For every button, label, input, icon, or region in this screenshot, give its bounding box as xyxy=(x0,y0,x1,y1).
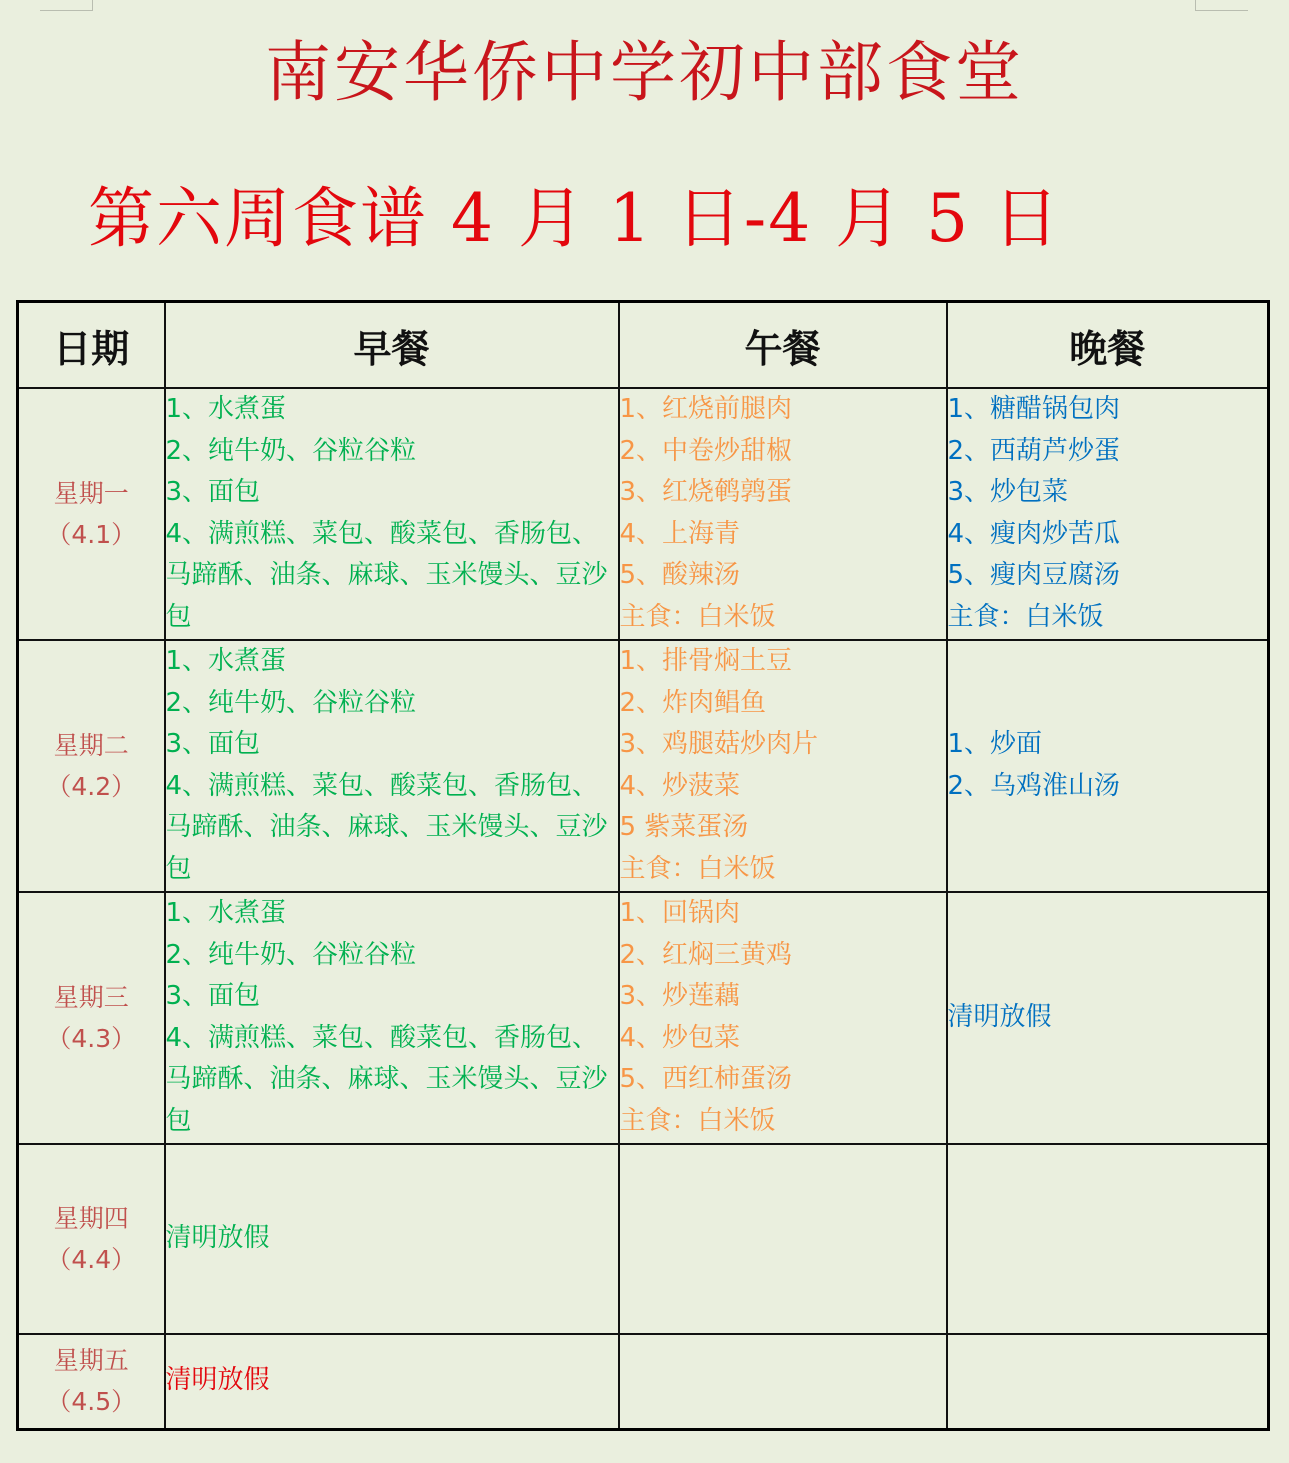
dinner-staple: 主食：白米饭 xyxy=(947,601,1104,632)
dinner-item: 1、炒面 xyxy=(947,729,1043,760)
breakfast-item: 1、水煮蛋 xyxy=(165,394,287,424)
day-date: （4.4） xyxy=(46,1245,137,1274)
lunch-item: 5 紫菜蛋汤 xyxy=(619,812,749,843)
day-date: （4.1） xyxy=(46,520,137,549)
lunch-item: 4、炒包菜 xyxy=(619,1022,741,1053)
breakfast-item: 1、水煮蛋 xyxy=(165,898,287,928)
lunch-staple: 主食：白米饭 xyxy=(619,1105,776,1136)
dinner-item: 1、糖醋锅包肉 xyxy=(947,394,1121,424)
breakfast-item: 1、水煮蛋 xyxy=(165,646,287,676)
menu-table xyxy=(16,300,1270,1431)
lunch-item: 1、回锅肉 xyxy=(619,898,741,928)
holiday-note: 清明放假 xyxy=(165,1365,270,1396)
day-row-wednesday xyxy=(18,892,1269,1144)
school-canteen-title: 南安华侨中学初中部食堂 xyxy=(265,34,1024,111)
lunch-item: 2、炸肉鲳鱼 xyxy=(619,687,767,718)
dinner-item: 2、乌鸡淮山汤 xyxy=(947,771,1121,801)
lunch-item: 4、炒菠菜 xyxy=(619,770,741,801)
breakfast-item: 4、满煎糕、菜包、酸菜包、香肠包、马蹄酥、油条、麻球、玉米馒头、豆沙包 xyxy=(165,770,608,884)
page-corner-mark-right xyxy=(1195,0,1248,11)
weekly-menu-title: 第六周食谱 4 月 1 日-4 月 5 日 xyxy=(88,180,1062,257)
lunch-item: 1、红烧前腿肉 xyxy=(619,394,793,424)
day-cell xyxy=(18,892,165,1144)
breakfast-item: 2、纯牛奶、谷粒谷粒 xyxy=(165,687,417,718)
breakfast-item: 3、面包 xyxy=(165,981,261,1012)
dinner-cell xyxy=(947,640,1269,892)
lunch-item: 2、红焖三黄鸡 xyxy=(619,939,793,970)
lunch-item: 4、上海青 xyxy=(619,518,741,549)
lunch-item: 3、鸡腿菇炒肉片 xyxy=(619,729,819,760)
day-name: 星期三 xyxy=(53,983,129,1012)
day-date: （4.5） xyxy=(46,1387,137,1417)
dinner-item: 3、炒包菜 xyxy=(947,477,1069,508)
breakfast-cell xyxy=(165,1144,619,1334)
lunch-item: 1、排骨焖土豆 xyxy=(619,646,793,676)
header-lunch: 午餐 xyxy=(619,302,947,389)
lunch-cell xyxy=(619,1144,947,1334)
holiday-note: 清明放假 xyxy=(947,1002,1052,1033)
lunch-item: 3、炒莲藕 xyxy=(619,981,741,1012)
header-breakfast: 早餐 xyxy=(165,302,619,389)
lunch-cell xyxy=(619,388,947,640)
lunch-item: 5、西红柿蛋汤 xyxy=(619,1064,793,1095)
lunch-cell xyxy=(619,892,947,1144)
lunch-cell xyxy=(619,1334,947,1429)
breakfast-item: 2、纯牛奶、谷粒谷粒 xyxy=(165,939,417,970)
breakfast-item: 3、面包 xyxy=(165,477,261,508)
lunch-staple: 主食：白米饭 xyxy=(619,601,776,632)
day-name: 星期五 xyxy=(53,1346,129,1376)
lunch-cell xyxy=(619,640,947,892)
day-row-thursday xyxy=(18,1144,1269,1334)
breakfast-item: 2、纯牛奶、谷粒谷粒 xyxy=(165,435,417,466)
breakfast-item: 4、满煎糕、菜包、酸菜包、香肠包、马蹄酥、油条、麻球、玉米馒头、豆沙包 xyxy=(165,518,608,632)
breakfast-cell xyxy=(165,640,619,892)
day-cell xyxy=(18,388,165,640)
lunch-item: 3、红烧鹌鹑蛋 xyxy=(619,477,793,508)
header-row xyxy=(18,302,1269,389)
day-row-tuesday xyxy=(18,640,1269,892)
breakfast-cell xyxy=(165,892,619,1144)
dinner-cell xyxy=(947,1144,1269,1334)
breakfast-item: 3、面包 xyxy=(165,729,261,760)
day-row-monday xyxy=(18,388,1269,640)
dinner-cell xyxy=(947,892,1269,1144)
header-date: 日期 xyxy=(18,302,165,389)
breakfast-cell xyxy=(165,1334,619,1429)
day-name: 星期四 xyxy=(53,1204,129,1233)
lunch-item: 2、中卷炒甜椒 xyxy=(619,435,793,466)
page-corner-mark-left xyxy=(40,0,93,11)
breakfast-item: 4、满煎糕、菜包、酸菜包、香肠包、马蹄酥、油条、麻球、玉米馒头、豆沙包 xyxy=(165,1022,608,1136)
day-cell xyxy=(18,1334,165,1429)
dinner-item: 5、瘦肉豆腐汤 xyxy=(947,560,1121,591)
day-cell xyxy=(18,1144,165,1334)
day-date: （4.2） xyxy=(46,772,137,801)
day-cell xyxy=(18,640,165,892)
breakfast-cell xyxy=(165,388,619,640)
day-date: （4.3） xyxy=(46,1024,137,1053)
day-name: 星期二 xyxy=(53,731,129,760)
dinner-cell xyxy=(947,388,1269,640)
holiday-note: 清明放假 xyxy=(165,1223,270,1254)
day-row-friday xyxy=(18,1334,1269,1429)
lunch-item: 5、酸辣汤 xyxy=(619,560,741,591)
header-dinner: 晚餐 xyxy=(947,302,1269,389)
dinner-cell xyxy=(947,1334,1269,1429)
day-name: 星期一 xyxy=(53,479,129,508)
dinner-item: 2、西葫芦炒蛋 xyxy=(947,435,1121,466)
lunch-staple: 主食：白米饭 xyxy=(619,853,776,884)
dinner-item: 4、瘦肉炒苦瓜 xyxy=(947,518,1121,549)
